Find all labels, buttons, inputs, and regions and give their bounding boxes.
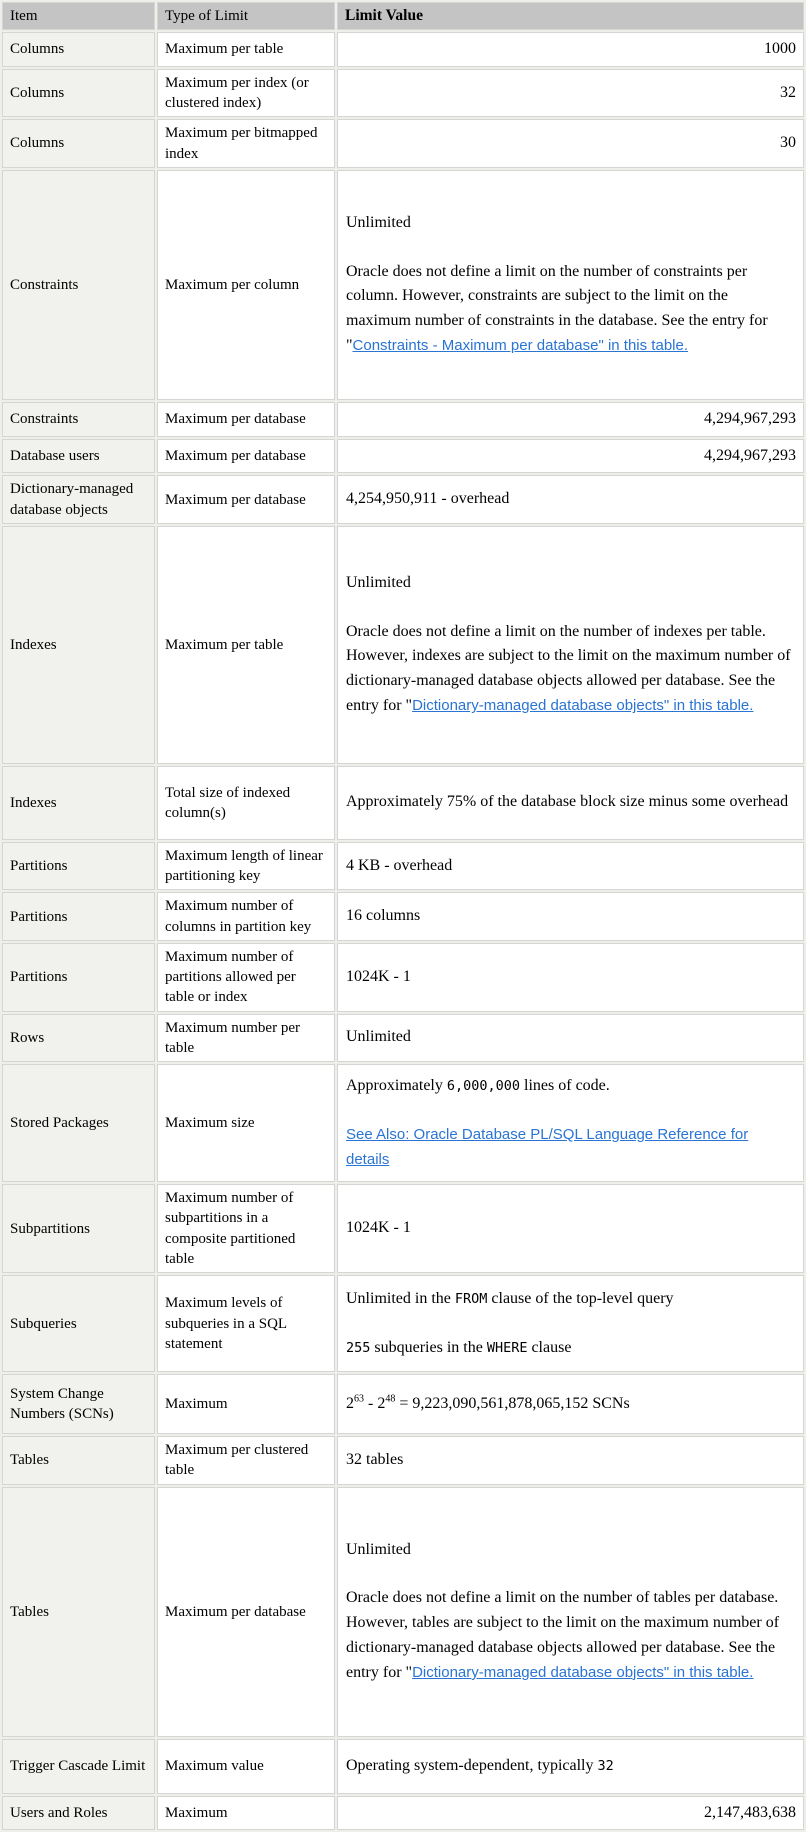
table-row <box>2 439 804 474</box>
limit-value-cell <box>337 475 804 524</box>
type-of-limit-cell: Maximum number of partitions allowed per table or index <box>157 943 335 1012</box>
table-row <box>2 943 804 1012</box>
cross-reference-link[interactable]: Constraints - Maximum per database" in this table. <box>352 336 689 354</box>
cross-reference-link[interactable]: Dictionary-managed database objects" in this table. <box>412 697 754 715</box>
table-row <box>2 1275 804 1372</box>
type-of-limit-cell: Maximum per table <box>157 526 335 764</box>
value-paragraph <box>346 620 795 719</box>
item-cell: Partitions <box>2 842 155 891</box>
table-row <box>2 32 804 67</box>
value-text: 4,254,950,911 - overhead <box>346 490 510 508</box>
type-of-limit-cell: Maximum per column <box>157 170 335 400</box>
value-paragraph <box>346 965 795 990</box>
table-row <box>2 892 804 941</box>
limit-value-cell <box>337 439 804 474</box>
value-text: 4,294,967,293 <box>704 409 796 427</box>
table-row <box>2 119 804 168</box>
value-text: 30 <box>780 134 796 152</box>
table-row <box>2 1014 804 1063</box>
limit-value-cell <box>337 32 804 67</box>
value-text: = 9,223,090,561,878,065,152 SCNs <box>395 1394 630 1412</box>
limit-value-cell <box>337 1487 804 1737</box>
item-cell: Columns <box>2 69 155 118</box>
item-cell: Constraints <box>2 402 155 437</box>
type-of-limit-cell: Maximum per table <box>157 32 335 67</box>
item-cell: Indexes <box>2 766 155 840</box>
table-row <box>2 1487 804 1737</box>
type-of-limit-cell: Maximum per clustered table <box>157 1436 335 1485</box>
header-row <box>2 2 804 30</box>
value-text: - 2 <box>364 1394 386 1412</box>
limit-value-cell <box>337 1374 804 1434</box>
limit-value-cell <box>337 1184 804 1273</box>
value-paragraph <box>346 571 795 596</box>
column-header-type-of-limit: Type of Limit <box>157 2 335 30</box>
type-of-limit-cell: Maximum per bitmapped index <box>157 119 335 168</box>
table-row <box>2 1374 804 1434</box>
value-paragraph <box>346 407 796 432</box>
column-header-limit-value: Limit Value <box>337 2 804 30</box>
value-paragraph <box>346 211 795 236</box>
value-text: subqueries in the <box>370 1338 487 1356</box>
item-cell: Stored Packages <box>2 1064 155 1182</box>
value-paragraph <box>346 854 795 879</box>
type-of-limit-cell: Maximum per database <box>157 475 335 524</box>
value-paragraph <box>346 1074 795 1099</box>
value-text: lines of code. <box>520 1076 610 1094</box>
type-of-limit-cell: Maximum number per table <box>157 1014 335 1063</box>
item-cell: System Change Numbers (SCNs) <box>2 1374 155 1434</box>
value-text: 32 <box>780 83 796 101</box>
value-text: Operating system-dependent, typically <box>346 1756 598 1774</box>
value-text: Unlimited <box>346 573 411 591</box>
item-cell: Subqueries <box>2 1275 155 1372</box>
table-header <box>2 2 804 30</box>
table-row <box>2 1739 804 1794</box>
table-row <box>2 842 804 891</box>
value-paragraph <box>346 260 795 359</box>
value-paragraph <box>346 131 796 156</box>
limit-value-cell <box>337 1436 804 1485</box>
code-literal: 255 <box>346 1339 371 1356</box>
code-literal: 6,000,000 <box>446 1077 521 1094</box>
table-row <box>2 69 804 118</box>
value-text: Oracle does not define a limit on the number of indexes per table. However, indexes are subject to the limit on the maximum number of dictionary-managed database objects allowed per database. See the entry for " <box>346 622 791 715</box>
value-paragraph <box>346 1586 795 1685</box>
item-cell: Database users <box>2 439 155 474</box>
item-cell: Tables <box>2 1436 155 1485</box>
type-of-limit-cell: Maximum per database <box>157 1487 335 1737</box>
item-cell: Users and Roles <box>2 1796 155 1831</box>
code-literal: 32 <box>597 1757 614 1774</box>
item-cell: Subpartitions <box>2 1184 155 1273</box>
value-paragraph <box>346 444 796 469</box>
item-cell: Columns <box>2 119 155 168</box>
value-paragraph <box>346 1754 795 1779</box>
limit-value-cell <box>337 1739 804 1794</box>
value-text: 2,147,483,638 <box>704 1803 796 1821</box>
value-paragraph <box>346 1392 795 1417</box>
item-cell: Partitions <box>2 892 155 941</box>
value-text: Approximately <box>346 1076 447 1094</box>
limit-value-cell <box>337 1275 804 1372</box>
value-text: clause of the top-level query <box>487 1289 674 1307</box>
table-row <box>2 402 804 437</box>
table-row <box>2 475 804 524</box>
superscript-exponent: 48 <box>385 1393 396 1405</box>
value-paragraph <box>346 1123 795 1173</box>
limit-value-cell <box>337 766 804 840</box>
value-text: 32 tables <box>346 1450 404 1468</box>
value-text: 1024K - 1 <box>346 1219 411 1237</box>
type-of-limit-cell: Maximum per database <box>157 439 335 474</box>
limit-value-cell <box>337 892 804 941</box>
item-cell: Rows <box>2 1014 155 1063</box>
value-text: Unlimited in the <box>346 1289 455 1307</box>
type-of-limit-cell: Total size of indexed column(s) <box>157 766 335 840</box>
value-text: 2 <box>346 1394 354 1412</box>
value-paragraph <box>346 81 796 106</box>
code-literal: WHERE <box>486 1339 528 1356</box>
type-of-limit-cell: Maximum length of linear partitioning key <box>157 842 335 891</box>
table-row <box>2 1436 804 1485</box>
value-paragraph <box>346 1287 795 1312</box>
cross-reference-link[interactable]: See Also: Oracle Database PL/SQL Language Reference for details <box>346 1125 749 1168</box>
value-paragraph <box>346 1025 795 1050</box>
type-of-limit-cell: Maximum number of columns in partition key <box>157 892 335 941</box>
type-of-limit-cell: Maximum value <box>157 1739 335 1794</box>
limit-value-cell <box>337 943 804 1012</box>
value-text: clause <box>527 1338 572 1356</box>
superscript-exponent: 63 <box>354 1393 364 1405</box>
item-cell: Partitions <box>2 943 155 1012</box>
code-literal: FROM <box>454 1290 488 1307</box>
item-cell: Constraints <box>2 170 155 400</box>
value-text: Oracle does not define a limit on the number of constraints per column. However, constraints are subject to the limit on the maximum number of constraints in the database. See the entry for " <box>346 262 768 354</box>
value-text: Unlimited <box>346 1540 411 1558</box>
value-paragraph <box>346 1538 795 1563</box>
value-paragraph <box>346 37 796 62</box>
limit-value-cell <box>337 170 804 400</box>
type-of-limit-cell: Maximum per index (or clustered index) <box>157 69 335 118</box>
table-row <box>2 1064 804 1182</box>
type-of-limit-cell: Maximum levels of subqueries in a SQL statement <box>157 1275 335 1372</box>
item-cell: Tables <box>2 1487 155 1737</box>
table-row <box>2 526 804 764</box>
value-paragraph <box>346 487 795 512</box>
value-text: Unlimited <box>346 213 411 231</box>
value-paragraph <box>346 790 795 815</box>
limit-value-cell <box>337 842 804 891</box>
value-paragraph <box>346 1801 796 1826</box>
value-text: 1000 <box>764 40 796 57</box>
value-text: 4,294,967,293 <box>704 446 796 464</box>
limit-value-cell <box>337 526 804 764</box>
type-of-limit-cell: Maximum size <box>157 1064 335 1182</box>
type-of-limit-cell: Maximum per database <box>157 402 335 437</box>
type-of-limit-cell: Maximum number of subpartitions in a composite partitioned table <box>157 1184 335 1273</box>
value-paragraph <box>346 1336 795 1361</box>
limit-value-cell <box>337 1796 804 1831</box>
value-paragraph <box>346 904 795 929</box>
limit-value-cell <box>337 1014 804 1063</box>
value-paragraph <box>346 1448 795 1473</box>
table-row <box>2 1796 804 1831</box>
table-row <box>2 766 804 840</box>
item-cell: Columns <box>2 32 155 67</box>
column-header-item: Item <box>2 2 155 30</box>
item-cell: Dictionary-managed database objects <box>2 475 155 524</box>
value-text: 16 columns <box>346 907 421 925</box>
item-cell: Trigger Cascade Limit <box>2 1739 155 1794</box>
value-text: Unlimited <box>346 1028 411 1046</box>
type-of-limit-cell: Maximum <box>157 1374 335 1434</box>
limit-value-cell <box>337 119 804 168</box>
type-of-limit-cell: Maximum <box>157 1796 335 1831</box>
table-row <box>2 170 804 400</box>
limit-value-cell <box>337 402 804 437</box>
item-cell: Indexes <box>2 526 155 764</box>
value-text: Approximately 75% of the database block size minus some overhead <box>346 793 789 811</box>
value-paragraph <box>346 1216 795 1241</box>
value-text: 1024K - 1 <box>346 967 411 985</box>
limit-value-cell <box>337 69 804 118</box>
table-row <box>2 1184 804 1273</box>
table-body <box>2 32 804 1830</box>
cross-reference-link[interactable]: Dictionary-managed database objects" in this table. <box>412 1663 754 1681</box>
value-text: 4 KB - overhead <box>346 856 453 874</box>
value-text: Oracle does not define a limit on the number of tables per database. However, tables are subject to the limit on the maximum number of dictionary-managed database objects allowed per database. See the entry for " <box>346 1589 780 1681</box>
limit-value-cell <box>337 1064 804 1182</box>
